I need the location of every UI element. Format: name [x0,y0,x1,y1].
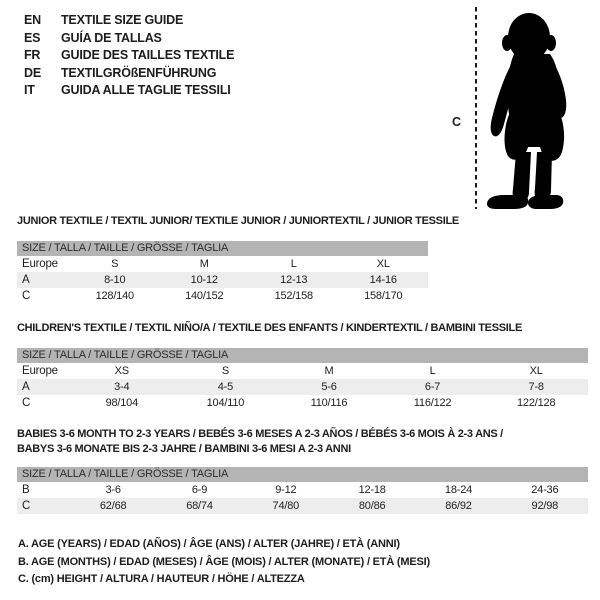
size-cell: 24-36 [531,484,559,496]
size-cell: 4-5 [217,381,234,393]
size-cell: 80/86 [358,500,386,512]
babies-size-table [17,482,588,514]
footnotes [18,536,430,589]
size-cell: 104/110 [206,397,245,409]
section-title: CHILDREN'S TEXTILE / TEXTIL NIÑO/A / TEXTILE DES ENFANTS / KINDERTEXTIL / BAMBINI TESSILE [17,322,522,334]
size-cell: M [199,258,209,270]
size-cell: XS [114,365,129,377]
table-row [17,482,588,498]
size-cell: 110/116 [310,397,348,409]
size-cell: 62/68 [99,500,127,512]
size-cell: 12-18 [358,484,386,496]
language-label: TEXTILE SIZE GUIDE [61,13,184,27]
size-cell: 6-7 [424,381,441,393]
size-header-band: SIZE / TALLA / TAILLE / GRÖSSE / TAGLIA [17,241,428,256]
size-cell: 140/152 [185,290,224,302]
language-row [24,30,234,48]
height-marker-label: C [452,115,461,129]
size-cell: 12-13 [280,274,308,286]
table-row [17,272,428,288]
height-figure [440,4,585,214]
language-label: TEXTILGRÖßENFÜHRUNG [61,65,217,80]
size-cell: 68/74 [186,500,213,512]
size-cell: 74/80 [272,500,300,512]
language-row [24,82,234,100]
row-label: B [22,484,30,496]
row-label: A [22,381,30,393]
size-cell: M [324,365,334,377]
size-cell: 116/122 [413,397,452,409]
table-row [17,288,428,304]
size-cell: 152/158 [274,290,313,302]
language-code: ES [24,30,41,45]
size-cell: 3-4 [114,381,130,393]
section-childrens-textile [17,321,588,411]
footnote-height-cm: C. (cm) HEIGHT / ALTURA / HAUTEUR / HÖHE / ALTEZZA [18,573,305,585]
footnote-age-months: B. AGE (MONTHS) / EDAD (MESES) / ÂGE (MOIS) / ALTER (MONATE) / ETÀ (MESI) [18,555,430,568]
size-cell: 9-12 [275,484,297,496]
size-cell: 98/104 [105,397,139,409]
size-cell: 8-10 [104,274,126,286]
table-row [17,395,588,411]
language-label: GUÍA DE TALLAS [61,30,162,45]
size-cell: 6-9 [191,484,208,496]
size-cell: 158/170 [364,290,403,302]
size-cell: S [221,365,229,377]
size-cell: XL [529,365,543,377]
language-label: GUIDA ALLE TAGLIE TESSILI [61,83,231,97]
language-row [24,65,234,83]
table-row [17,256,428,272]
baby-silhouette-icon [440,4,585,214]
junior-size-table [17,256,428,304]
row-label: C [22,397,31,409]
language-row [24,12,234,30]
size-cell: 128/140 [95,290,134,302]
row-label: A [22,274,30,286]
section-babies-textile [17,427,588,514]
table-row [17,379,588,395]
size-cell: 122/128 [517,397,556,409]
children-size-table [17,363,588,411]
size-cell: 14-16 [369,274,397,286]
row-label: C [22,290,31,302]
row-label: C [22,500,31,512]
size-cell: L [429,365,436,377]
language-label: GUIDE DES TAILLES TEXTILE [61,48,235,62]
size-header-band: SIZE / TALLA / TAILLE / GRÖSSE / TAGLIA [17,348,588,363]
size-cell: 7-8 [528,381,544,393]
row-label: Europe [22,365,58,377]
language-code: IT [24,83,35,97]
row-label: Europe [22,258,58,270]
size-cell: S [111,258,119,270]
language-row [24,47,234,65]
section-title: BABYS 3-6 MONATE BIS 2-3 JAHRE / BAMBINI 3-6 MESI A 2-3 ANNI [17,443,351,455]
size-cell: XL [376,258,390,270]
size-header-band: SIZE / TALLA / TAILLE / GRÖSSE / TAGLIA [17,467,588,482]
language-code: FR [24,48,41,62]
language-code: DE [24,65,41,80]
size-cell: 5-6 [321,381,337,393]
language-code: EN [24,13,41,27]
language-list [24,12,234,100]
section-junior-textile [17,214,459,304]
size-cell: 92/98 [531,500,559,512]
table-row [17,498,588,514]
section-title: JUNIOR TEXTILE / TEXTIL JUNIOR/ TEXTILE JUNIOR / JUNIORTEXTIL / JUNIOR TESSILE [17,215,459,227]
size-cell: 86/92 [445,500,472,512]
section-title: BABIES 3-6 MONTH TO 2-3 YEARS / BEBÉS 3-6 MESES A 2-3 AÑOS / BÉBÉS 3-6 MOIS À 2-3 ANS / [17,428,503,440]
baby-silhouette-shape [487,13,566,209]
size-cell: 18-24 [444,484,473,496]
size-cell: 3-6 [105,484,121,496]
size-cell: L [290,258,297,270]
footnote-age-years: A. AGE (YEARS) / EDAD (AÑOS) / ÂGE (ANS) / ALTER (JAHRE) / ETÀ (ANNI) [18,538,400,550]
table-row [17,363,588,379]
size-cell: 10-12 [190,274,218,286]
